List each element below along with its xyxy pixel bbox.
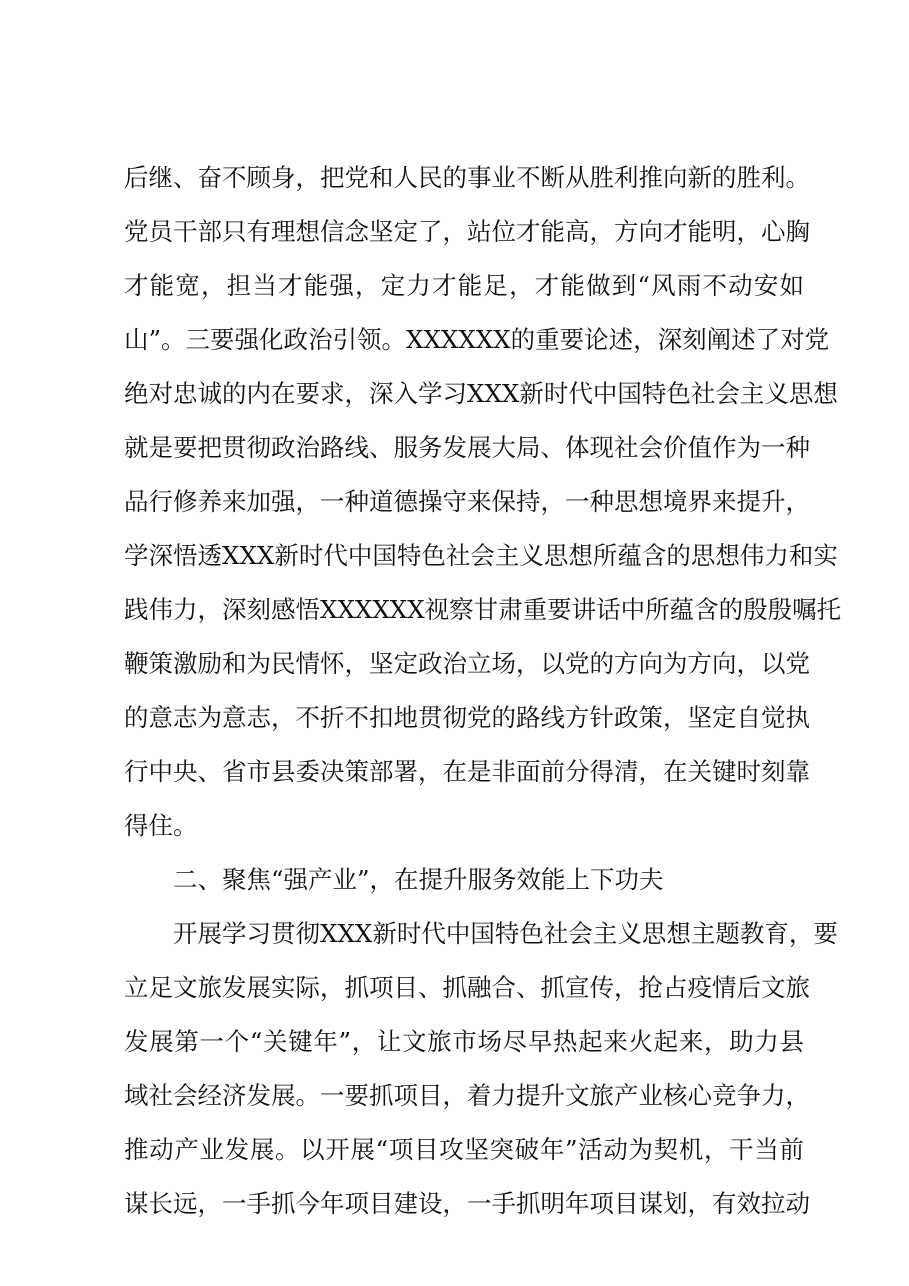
paragraph-line: 的意志为意志，不折不扣地贯彻党的路线方针政策，坚定自觉执 bbox=[124, 703, 810, 732]
section-heading: 二、聚焦“强产业”，在提升服务效能上下功夫 bbox=[173, 865, 664, 894]
paragraph-line: 品行修养来加强，一种道德操守来保持，一种思想境界来提升， bbox=[124, 487, 810, 516]
paragraph-line: 就是要把贯彻政治路线、服务发展大局、体现社会价值作为一种 bbox=[124, 433, 810, 462]
paragraph-line: 党员干部只有理想信念坚定了，站位才能高，方向才能明，心胸 bbox=[124, 217, 810, 246]
paragraph-line: 立足文旅发展实际，抓项目、抓融合、抓宣传，抢占疫情后文旅 bbox=[124, 973, 810, 1002]
paragraph-line: 后继、奋不顾身，把党和人民的事业不断从胜利推向新的胜利。 bbox=[124, 163, 810, 192]
paragraph-line: 发展第一个“关键年”，让文旅市场尽早热起来火起来，助力县 bbox=[124, 1027, 804, 1056]
paragraph-line: 鞭策激励和为民情怀，坚定政治立场，以党的方向为方向，以党 bbox=[124, 649, 810, 678]
paragraph-line: 学深悟透XXX新时代中国特色社会主义思想所蕴含的思想伟力和实 bbox=[124, 541, 838, 570]
paragraph-line: 谋长远，一手抓今年项目建设，一手抓明年项目谋划，有效拉动 bbox=[124, 1189, 810, 1218]
paragraph-line: 才能宽，担当才能强，定力才能足，才能做到“风雨不动安如 bbox=[124, 271, 804, 300]
paragraph-line: 践伟力，深刻感悟XXXXXX视察甘肃重要讲话中所蕴含的殷殷嘱托 bbox=[124, 595, 842, 624]
paragraph-line: 山”。三要强化政治引领。XXXXXX的重要论述，深刻阐述了对党 bbox=[124, 325, 830, 354]
paragraph-line: 推动产业发展。以开展“项目攻坚突破年”活动为契机，干当前 bbox=[124, 1135, 804, 1164]
paragraph-line: 开展学习贯彻XXX新时代中国特色社会主义思想主题教育，要 bbox=[173, 919, 838, 948]
paragraph-line: 域社会经济发展。一要抓项目，着力提升文旅产业核心竞争力， bbox=[124, 1081, 810, 1110]
paragraph-line: 得住。 bbox=[124, 811, 198, 840]
paragraph-line: 行中央、省市县委决策部署，在是非面前分得清，在关键时刻靠 bbox=[124, 757, 810, 786]
paragraph-line: 绝对忠诚的内在要求，深入学习XXX新时代中国特色社会主义思想 bbox=[124, 379, 838, 408]
